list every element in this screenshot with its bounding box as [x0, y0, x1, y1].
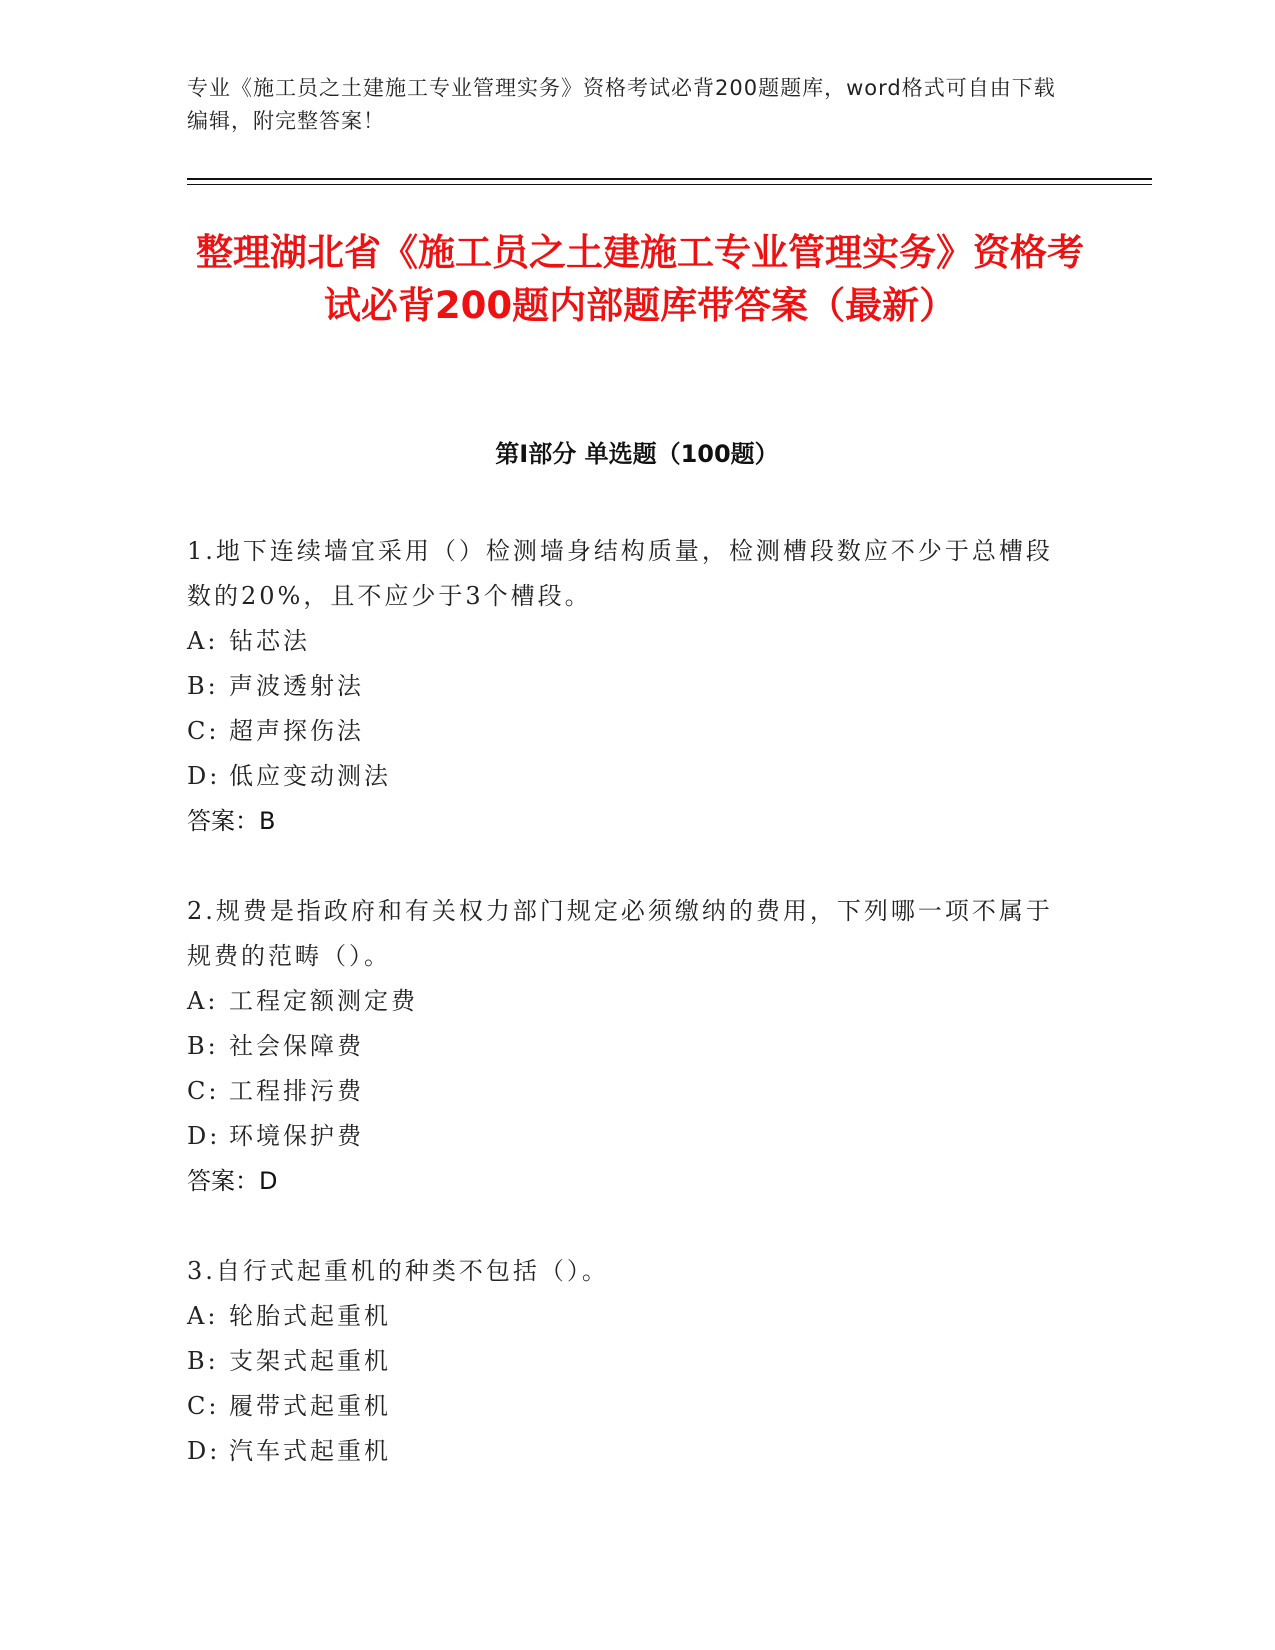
question-stem: 3.自行式起重机的种类不包括（）。	[187, 1257, 609, 1285]
option-letter: A:	[187, 627, 219, 655]
option-text: 支架式起重机	[229, 1347, 391, 1375]
option-letter: A:	[187, 1302, 219, 1330]
option-text: 环境保护费	[229, 1122, 364, 1150]
header-rule-thin	[187, 184, 1152, 185]
option-text: 汽车式起重机	[229, 1437, 391, 1465]
option-b	[187, 1024, 1067, 1069]
header-rule-thick	[187, 178, 1152, 180]
section-title: 第Ⅰ部分 单选题（100题）	[495, 440, 779, 468]
answer-line	[187, 1159, 1067, 1204]
question-2	[187, 889, 1067, 1204]
header-note: 专业《施工员之土建施工专业管理实务》资格考试必背200题题库，word格式可自由下载编辑，附完整答案！	[187, 76, 1056, 133]
option-a	[187, 619, 1067, 664]
option-letter: D:	[187, 1437, 221, 1465]
option-text: 低应变动测法	[229, 762, 391, 790]
option-d	[187, 1429, 1067, 1474]
question-stem: 2.规费是指政府和有关权力部门规定必须缴纳的费用，下列哪一项不属于规费的范畴（）。	[187, 897, 1053, 970]
answer-line	[187, 799, 1067, 844]
option-text: 工程排污费	[229, 1077, 364, 1105]
answer-prefix: 答案：	[187, 807, 259, 835]
option-letter: D:	[187, 762, 221, 790]
option-a	[187, 1294, 1067, 1339]
option-letter: C:	[187, 1077, 220, 1105]
document-title: 整理湖北省《施工员之土建施工专业管理实务》资格考试必背200题内部题库带答案（最新）	[196, 231, 1084, 327]
option-d	[187, 1114, 1067, 1159]
option-text: 钻芯法	[229, 627, 310, 655]
option-text: 履带式起重机	[229, 1392, 391, 1420]
option-c	[187, 709, 1067, 754]
option-text: 工程定额测定费	[229, 987, 418, 1015]
question-3	[187, 1249, 1067, 1474]
option-letter: B:	[187, 1032, 219, 1060]
option-c	[187, 1384, 1067, 1429]
option-text: 轮胎式起重机	[229, 1302, 391, 1330]
option-letter: B:	[187, 672, 219, 700]
option-c	[187, 1069, 1067, 1114]
option-a	[187, 979, 1067, 1024]
answer-value: B	[259, 807, 276, 835]
option-letter: C:	[187, 717, 220, 745]
question-list	[187, 529, 1067, 1519]
question-1	[187, 529, 1067, 844]
option-b	[187, 664, 1067, 709]
option-b	[187, 1339, 1067, 1384]
option-letter: D:	[187, 1122, 221, 1150]
option-letter: A:	[187, 987, 219, 1015]
question-stem: 1.地下连续墙宜采用（）检测墙身结构质量，检测槽段数应不少于总槽段数的20%，且不应少于3个槽段。	[187, 537, 1053, 610]
answer-value: D	[259, 1167, 278, 1195]
option-d	[187, 754, 1067, 799]
answer-prefix: 答案：	[187, 1167, 259, 1195]
option-text: 声波透射法	[229, 672, 364, 700]
option-text: 超声探伤法	[229, 717, 364, 745]
option-text: 社会保障费	[229, 1032, 364, 1060]
option-letter: B:	[187, 1347, 219, 1375]
option-letter: C:	[187, 1392, 220, 1420]
